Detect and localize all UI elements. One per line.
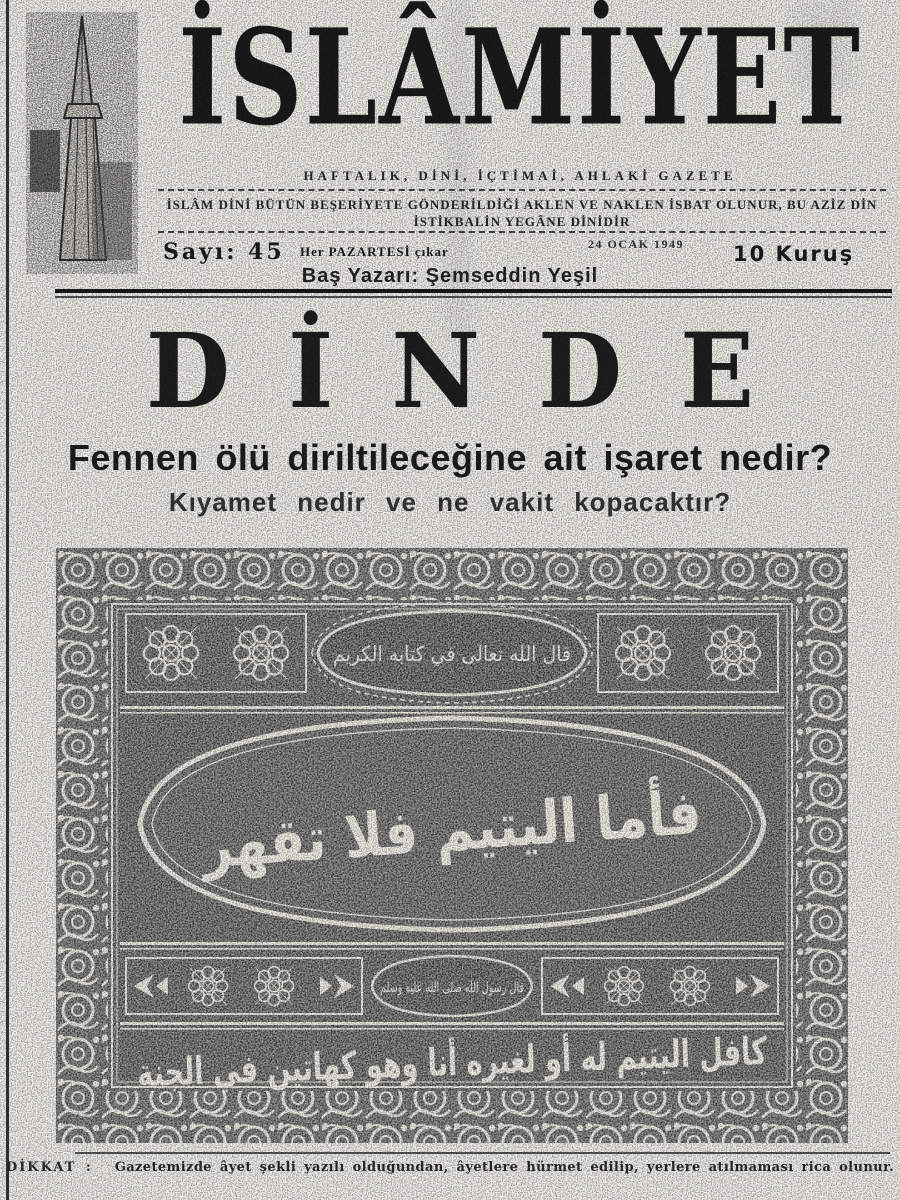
panel-grain (56, 548, 848, 1143)
issue-number: Sayı: 45 (163, 239, 285, 265)
masthead-rule-bottom (158, 231, 886, 233)
slogan-line-2: İSTİKBALİN YEGÂNE DİNİDİR (413, 214, 631, 229)
footer-notice-label: DİKKAT : (5, 1160, 93, 1175)
masthead-thick-rule (55, 289, 892, 293)
paper-slogan (158, 196, 886, 230)
calligraphy-panel (56, 548, 848, 1143)
issue-date: 24 OCAK 1949 (588, 237, 684, 251)
main-headline: DİNDE (145, 310, 813, 432)
publication-frequency: Her PAZARTESİ çıkar (300, 244, 449, 259)
footer-rule (75, 1152, 890, 1154)
editor-line (150, 265, 750, 288)
masthead-thin-rule (55, 296, 892, 298)
headline-deck: Fennen ölü diriltileceğine ait işaret nedir? (67, 437, 833, 478)
masthead-rule-top (158, 189, 886, 191)
price: 10 Kuruş (733, 242, 855, 266)
scan-edge-line (6, 0, 9, 1200)
paper-title: İSLÂMİYET (178, 0, 862, 156)
footer-notice (0, 1160, 900, 1175)
editor-name: Şemseddin Yeşil (425, 265, 599, 287)
footer-notice-text: Gazetemizde âyet şekli yazılı olduğundan, âyetlere hürmet edilip, yerlere atılmaması rica olunur. (114, 1160, 895, 1175)
paper-subtitle: HAFTALIK, DİNİ, İÇTİMAİ, AHLAKİ GAZETE (303, 168, 737, 183)
minaret-illustration (26, 12, 138, 274)
editor-label: Baş Yazarı: (301, 265, 420, 287)
headline-subdeck: Kıyamet nedir ve ne vakit kopacaktır? (168, 487, 732, 517)
slogan-line-1: İSLÂM DİNİ BÜTÜN BEŞERİYETE GÖNDERİLDİĞİ AKLEN VE NAKLEN İSBAT OLUNUR, BU AZİZ DİN (166, 197, 878, 212)
